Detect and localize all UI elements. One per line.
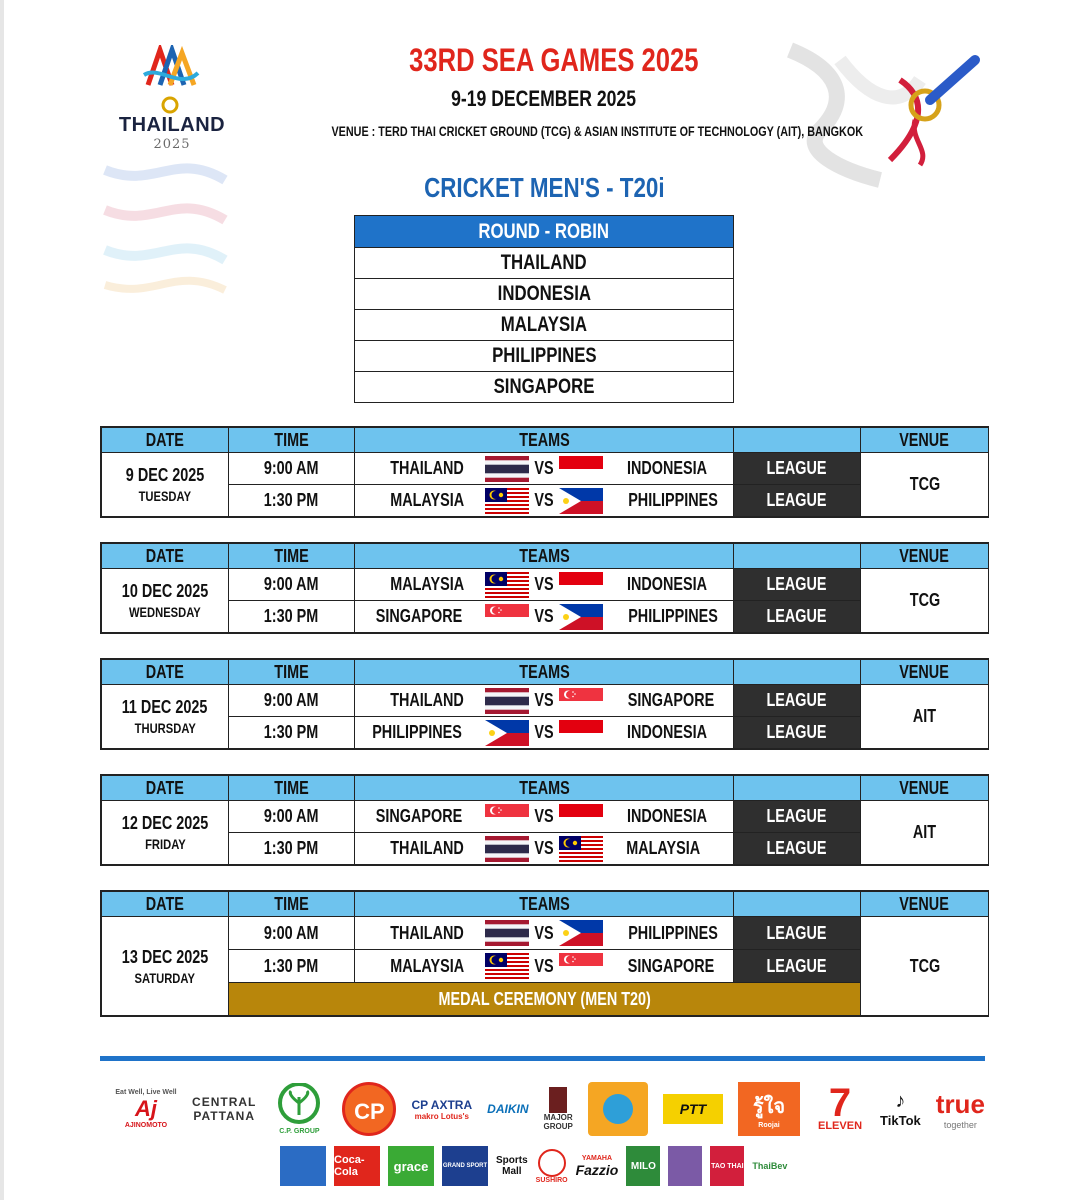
- match-time: 9:00 AM: [229, 569, 355, 601]
- match-teams: [355, 453, 734, 485]
- day-schedule-table: [100, 774, 989, 866]
- match-stage: LEAGUE: [734, 485, 861, 517]
- true-logo: true together: [935, 1088, 985, 1130]
- flag-singapore-icon: [559, 953, 603, 979]
- team-1: THAILAND: [390, 838, 464, 858]
- match-time: 9:00 AM: [229, 801, 355, 833]
- team-2: PHILIPPINES: [628, 606, 718, 626]
- decorative-wave: [95, 150, 235, 300]
- flag-thailand-icon: [485, 688, 529, 714]
- vs-label: VS: [534, 490, 554, 510]
- flag-thailand-icon: [485, 920, 529, 946]
- team-1: MALAYSIA: [389, 490, 464, 510]
- sea-games-logo-icon: [140, 45, 200, 115]
- vs-label: VS: [534, 922, 554, 943]
- match-stage: LEAGUE: [734, 950, 861, 983]
- match-stage: LEAGUE: [734, 601, 861, 633]
- date-cell: [102, 801, 229, 865]
- round-robin-team: THAILAND: [355, 248, 733, 279]
- cp-group-icon: [273, 1083, 325, 1127]
- team-2: MALAYSIA: [626, 838, 701, 858]
- match-stage: LEAGUE: [734, 833, 861, 865]
- match-weekday: THURSDAY: [134, 720, 196, 736]
- team-1: SINGAPORE: [375, 606, 463, 626]
- flag-malaysia-icon: [485, 572, 529, 598]
- match-time: 9:00 AM: [229, 453, 355, 485]
- cp-axtra-logo: CP AXTRA makro Lotus's: [411, 1097, 473, 1121]
- team-1: MALAYSIA: [389, 955, 464, 976]
- roojai-logo: รู้ใจ Roojai: [738, 1082, 800, 1136]
- match-row: [102, 601, 989, 633]
- match-time: 1:30 PM: [229, 601, 355, 633]
- col-stage: [734, 428, 861, 453]
- grand-sport-logo: GRAND SPORT: [442, 1146, 488, 1186]
- col-time: TIME: [229, 892, 355, 917]
- tiktok-logo: ♪ TikTok: [880, 1090, 921, 1128]
- vs-label: VS: [534, 606, 554, 626]
- column-header-row: [102, 544, 989, 569]
- match-teams: [355, 717, 734, 749]
- vs-label: VS: [534, 806, 554, 826]
- match-teams: [355, 685, 734, 717]
- ribbon-mascot-icon: [780, 40, 990, 190]
- sponsor-row-1: [115, 1078, 985, 1140]
- match-row: [102, 950, 989, 983]
- match-date: 13 DEC 2025: [121, 946, 209, 967]
- col-date: DATE: [102, 892, 229, 917]
- sports-mall-logo: Sports Mall: [496, 1155, 528, 1177]
- tao-thai-logo: TAO THAI: [710, 1146, 744, 1186]
- col-date: DATE: [102, 660, 229, 685]
- match-venue: TCG: [861, 569, 989, 633]
- cp-group-logo: C.P. GROUP: [271, 1083, 327, 1135]
- vs-label: VS: [534, 574, 554, 594]
- round-robin-team: SINGAPORE: [493, 375, 595, 398]
- cp-logo: CP: [342, 1082, 396, 1136]
- flag-philippines-icon: [485, 720, 529, 746]
- round-robin-team: PHILIPPINES: [355, 341, 733, 372]
- match-row: [102, 685, 989, 717]
- team-2: PHILIPPINES: [628, 922, 718, 943]
- flag-malaysia-icon: [485, 953, 529, 979]
- match-time: 1:30 PM: [229, 717, 355, 749]
- flag-philippines-icon: [559, 488, 603, 514]
- brand-logo-purple: [668, 1146, 702, 1186]
- match-time: 9:00 AM: [229, 917, 355, 950]
- match-teams: [355, 485, 734, 517]
- col-time: TIME: [229, 776, 355, 801]
- match-venue: AIT: [861, 685, 989, 749]
- date-cell: [102, 453, 229, 517]
- team-1: SINGAPORE: [375, 806, 463, 826]
- col-time: TIME: [229, 544, 355, 569]
- match-date: 12 DEC 2025: [121, 813, 209, 833]
- vs-label: VS: [534, 690, 554, 710]
- match-time: 1:30 PM: [229, 485, 355, 517]
- pit-logo: PTT: [663, 1094, 723, 1124]
- team-1: THAILAND: [390, 922, 464, 943]
- day-schedule-table: [100, 542, 989, 634]
- match-date: 11 DEC 2025: [122, 697, 208, 717]
- match-stage: LEAGUE: [734, 685, 861, 717]
- vs-label: VS: [534, 458, 554, 478]
- daikin-logo: DAIKIN: [487, 1102, 529, 1116]
- round-robin-team: MALAYSIA: [355, 310, 733, 341]
- team-1: THAILAND: [390, 690, 464, 710]
- team-1: PHILIPPINES: [372, 722, 462, 742]
- thaibev-logo: ThaiBev: [752, 1161, 788, 1171]
- sponsor-row-2: [280, 1144, 810, 1188]
- medal-ceremony: MEDAL CEREMONY (MEN T20): [229, 983, 861, 1016]
- match-row: [102, 801, 989, 833]
- match-weekday: TUESDAY: [138, 488, 192, 504]
- col-teams: TEAMS: [355, 544, 734, 569]
- flag-singapore-icon: [559, 688, 603, 714]
- match-teams: [355, 601, 734, 633]
- match-date: 10 DEC 2025: [121, 581, 209, 601]
- flag-philippines-icon: [559, 604, 603, 630]
- event-title: 33RD SEA GAMES 2025: [409, 42, 699, 78]
- yamaha-fazzio-logo: YAMAHA Fazzio: [575, 1154, 619, 1178]
- ajinomoto-logo: Eat Well, Live Well Aj AJINOMOTO: [115, 1089, 177, 1129]
- flag-malaysia-icon: [559, 836, 603, 862]
- match-row: [102, 453, 989, 485]
- match-row: [102, 569, 989, 601]
- ceremony-row: [102, 983, 989, 1016]
- date-cell: [102, 569, 229, 633]
- match-stage: LEAGUE: [734, 717, 861, 749]
- col-teams: TEAMS: [355, 892, 734, 917]
- match-teams: [355, 833, 734, 865]
- page-edge: [0, 0, 4, 1200]
- date-cell: [102, 917, 229, 1016]
- col-stage: [734, 660, 861, 685]
- round-robin-table: [354, 215, 734, 403]
- column-header-row: [102, 428, 989, 453]
- match-stage: LEAGUE: [734, 569, 861, 601]
- col-date: DATE: [102, 428, 229, 453]
- column-header-row: [102, 892, 989, 917]
- day-schedule-table: [100, 890, 989, 1017]
- team-2: INDONESIA: [627, 574, 708, 594]
- match-row: [102, 833, 989, 865]
- column-header-row: [102, 776, 989, 801]
- flag-singapore-icon: [485, 604, 529, 630]
- match-row: [102, 717, 989, 749]
- match-time: 9:00 AM: [229, 685, 355, 717]
- match-date: 9 DEC 2025: [125, 465, 205, 485]
- flag-thailand-icon: [485, 836, 529, 862]
- team-2: INDONESIA: [627, 722, 708, 742]
- match-weekday: SATURDAY: [134, 969, 196, 986]
- match-teams: [355, 917, 734, 950]
- col-venue: VENUE: [861, 544, 989, 569]
- match-row: [102, 485, 989, 517]
- flag-indonesia-icon: [559, 804, 603, 830]
- team-2: PHILIPPINES: [628, 490, 718, 510]
- col-stage: [734, 776, 861, 801]
- match-venue: TCG: [861, 917, 989, 1016]
- event-name: CRICKET MEN'S - T20i: [423, 172, 665, 203]
- match-teams: [355, 801, 734, 833]
- flag-philippines-icon: [559, 920, 603, 946]
- round-robin-team: INDONESIA: [355, 279, 733, 310]
- match-venue: AIT: [861, 801, 989, 865]
- col-date: DATE: [102, 776, 229, 801]
- seven-eleven-logo: 7 ELEVEN: [818, 1081, 863, 1132]
- flag-thailand-icon: [485, 456, 529, 482]
- match-weekday: FRIDAY: [144, 836, 186, 852]
- flag-malaysia-icon: [485, 488, 529, 514]
- flag-singapore-icon: [485, 804, 529, 830]
- col-date: DATE: [102, 544, 229, 569]
- major-group-logo: MAJOR GROUP: [544, 1087, 573, 1131]
- round-robin-heading: ROUND - ROBIN: [355, 216, 733, 248]
- match-stage: LEAGUE: [734, 801, 861, 833]
- vs-label: VS: [534, 722, 554, 742]
- day-schedule-table: [100, 658, 989, 750]
- day-schedule-table: [100, 426, 989, 518]
- vs-label: VS: [534, 955, 554, 976]
- match-stage: LEAGUE: [734, 453, 861, 485]
- column-header-row: [102, 660, 989, 685]
- match-teams: [355, 950, 734, 983]
- logo-text: THAILAND: [118, 114, 226, 136]
- ajinomoto-brand-logo: [280, 1146, 326, 1186]
- date-cell: [102, 685, 229, 749]
- col-venue: VENUE: [861, 660, 989, 685]
- match-time: 1:30 PM: [229, 950, 355, 983]
- venue-line: VENUE : TERD THAI CRICKET GROUND (TCG) & ASIAN INSTITUTE OF TECHNOLOGY (AIT), BANGKOK: [331, 124, 864, 139]
- flag-indonesia-icon: [559, 720, 603, 746]
- match-weekday: WEDNESDAY: [129, 604, 201, 620]
- match-teams: [355, 569, 734, 601]
- central-pattana-logo: CENTRAL PATTANA: [192, 1095, 257, 1123]
- flag-indonesia-icon: [559, 572, 603, 598]
- team-1: THAILAND: [390, 458, 464, 478]
- col-time: TIME: [229, 428, 355, 453]
- col-teams: TEAMS: [355, 660, 734, 685]
- match-time: 1:30 PM: [229, 833, 355, 865]
- team-1: MALAYSIA: [389, 574, 464, 594]
- team-2: INDONESIA: [627, 806, 708, 826]
- sushiro-logo: SUSHIRO: [536, 1149, 568, 1184]
- flag-indonesia-icon: [559, 456, 603, 482]
- match-venue: TCG: [861, 453, 989, 517]
- milo-logo: MILO: [626, 1146, 660, 1186]
- mascot-logo: [588, 1082, 648, 1136]
- match-row: [102, 917, 989, 950]
- col-venue: VENUE: [861, 892, 989, 917]
- match-stage: LEAGUE: [734, 917, 861, 950]
- col-venue: VENUE: [861, 428, 989, 453]
- vs-label: VS: [534, 838, 554, 858]
- col-teams: TEAMS: [355, 776, 734, 801]
- col-teams: TEAMS: [355, 428, 734, 453]
- logo-year: 2025: [153, 137, 191, 152]
- grace-logo: grace: [388, 1146, 434, 1186]
- col-stage: [734, 544, 861, 569]
- col-venue: VENUE: [861, 776, 989, 801]
- coca-cola-logo: Coca-Cola: [334, 1146, 380, 1186]
- team-2: INDONESIA: [627, 458, 708, 478]
- col-time: TIME: [229, 660, 355, 685]
- event-dates: 9-19 DECEMBER 2025: [451, 86, 637, 111]
- col-stage: [734, 892, 861, 917]
- team-2: SINGAPORE: [627, 690, 715, 710]
- sponsor-divider: [100, 1056, 985, 1061]
- team-2: SINGAPORE: [627, 955, 715, 976]
